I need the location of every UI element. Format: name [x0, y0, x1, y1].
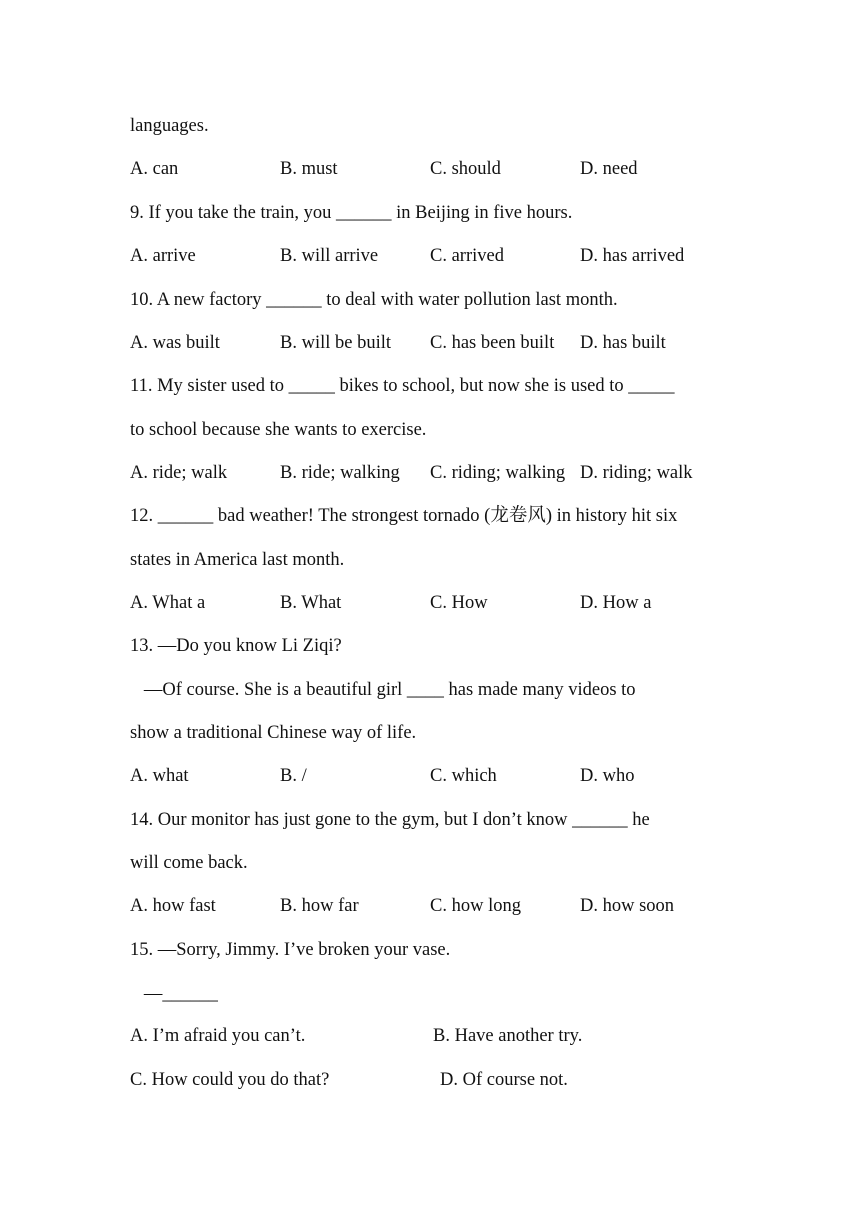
- q8-option-c: C. should: [430, 159, 501, 179]
- q12-stem-line2: states in America last month.: [130, 550, 345, 570]
- q13-stem-line3: show a traditional Chinese way of life.: [130, 723, 417, 743]
- q11-stem-line2: to school because she wants to exercise.: [130, 420, 427, 440]
- q15-stem-line1: 15. —Sorry, Jimmy. I’ve broken your vase.: [130, 940, 451, 960]
- q14-option-d: D. how soon: [580, 896, 675, 916]
- q13-option-b: B. /: [280, 766, 307, 786]
- q12-option-b: B. What: [280, 593, 342, 613]
- q14-option-c: C. how long: [430, 896, 521, 916]
- q8-continuation: languages.: [130, 116, 209, 136]
- q15-options-row2: [0, 1068, 860, 1092]
- q13-option-a: A. what: [130, 766, 189, 786]
- q13-stem-line1: 13. —Do you know Li Ziqi?: [130, 636, 342, 656]
- q10-option-d: D. has built: [580, 333, 666, 353]
- q11-option-d: D. riding; walk: [580, 463, 693, 483]
- q15-option-b: B. Have another try.: [433, 1026, 583, 1046]
- q11-stem-line1: 11. My sister used to _____ bikes to school, but now she is used to _____: [130, 376, 675, 396]
- q14-option-a: A. how fast: [130, 896, 216, 916]
- q11-options: [0, 461, 860, 485]
- q14-options: [0, 894, 860, 918]
- q12-options: [0, 591, 860, 615]
- q9-option-d: D. has arrived: [580, 246, 685, 266]
- q12-stem-line1: 12. ______ bad weather! The strongest tornado (龙卷风) in history hit six: [130, 506, 678, 526]
- q14-stem-line1: 14. Our monitor has just gone to the gym, but I don’t know ______ he: [130, 810, 650, 830]
- q14-option-b: B. how far: [280, 896, 359, 916]
- q15-stem-line2: —______: [130, 984, 218, 1004]
- q8-option-b: B. must: [280, 159, 338, 179]
- q15-option-c: C. How could you do that?: [130, 1070, 330, 1090]
- q10-option-a: A. was built: [130, 333, 220, 353]
- q11-option-c: C. riding; walking: [430, 463, 566, 483]
- q9-option-c: C. arrived: [430, 246, 504, 266]
- q9-options: [0, 244, 860, 268]
- q9-option-b: B. will arrive: [280, 246, 379, 266]
- q11-option-a: A. ride; walk: [130, 463, 228, 483]
- q13-stem-line2: —Of course. She is a beautiful girl ____ has made many videos to: [130, 680, 636, 700]
- q12-option-a: A. What a: [130, 593, 206, 613]
- q13-option-c: C. which: [430, 766, 497, 786]
- q10-options: [0, 331, 860, 355]
- q11-option-b: B. ride; walking: [280, 463, 400, 483]
- q12-option-c: C. How: [430, 593, 488, 613]
- q12-option-d: D. How a: [580, 593, 652, 613]
- q13-options: [0, 764, 860, 788]
- q8-option-d: D. need: [580, 159, 638, 179]
- q15-options-row1: [0, 1024, 860, 1048]
- q10-stem: 10. A new factory ______ to deal with water pollution last month.: [130, 290, 618, 310]
- q14-stem-line2: will come back.: [130, 853, 248, 873]
- q10-option-b: B. will be built: [280, 333, 391, 353]
- q8-option-a: A. can: [130, 159, 179, 179]
- q13-option-d: D. who: [580, 766, 635, 786]
- q9-stem: 9. If you take the train, you ______ in Beijing in five hours.: [130, 203, 573, 223]
- q15-option-a: A. I’m afraid you can’t.: [130, 1026, 306, 1046]
- q8-options: [0, 157, 860, 181]
- q9-option-a: A. arrive: [130, 246, 196, 266]
- q15-option-d: D. Of course not.: [440, 1070, 568, 1090]
- q10-option-c: C. has been built: [430, 333, 555, 353]
